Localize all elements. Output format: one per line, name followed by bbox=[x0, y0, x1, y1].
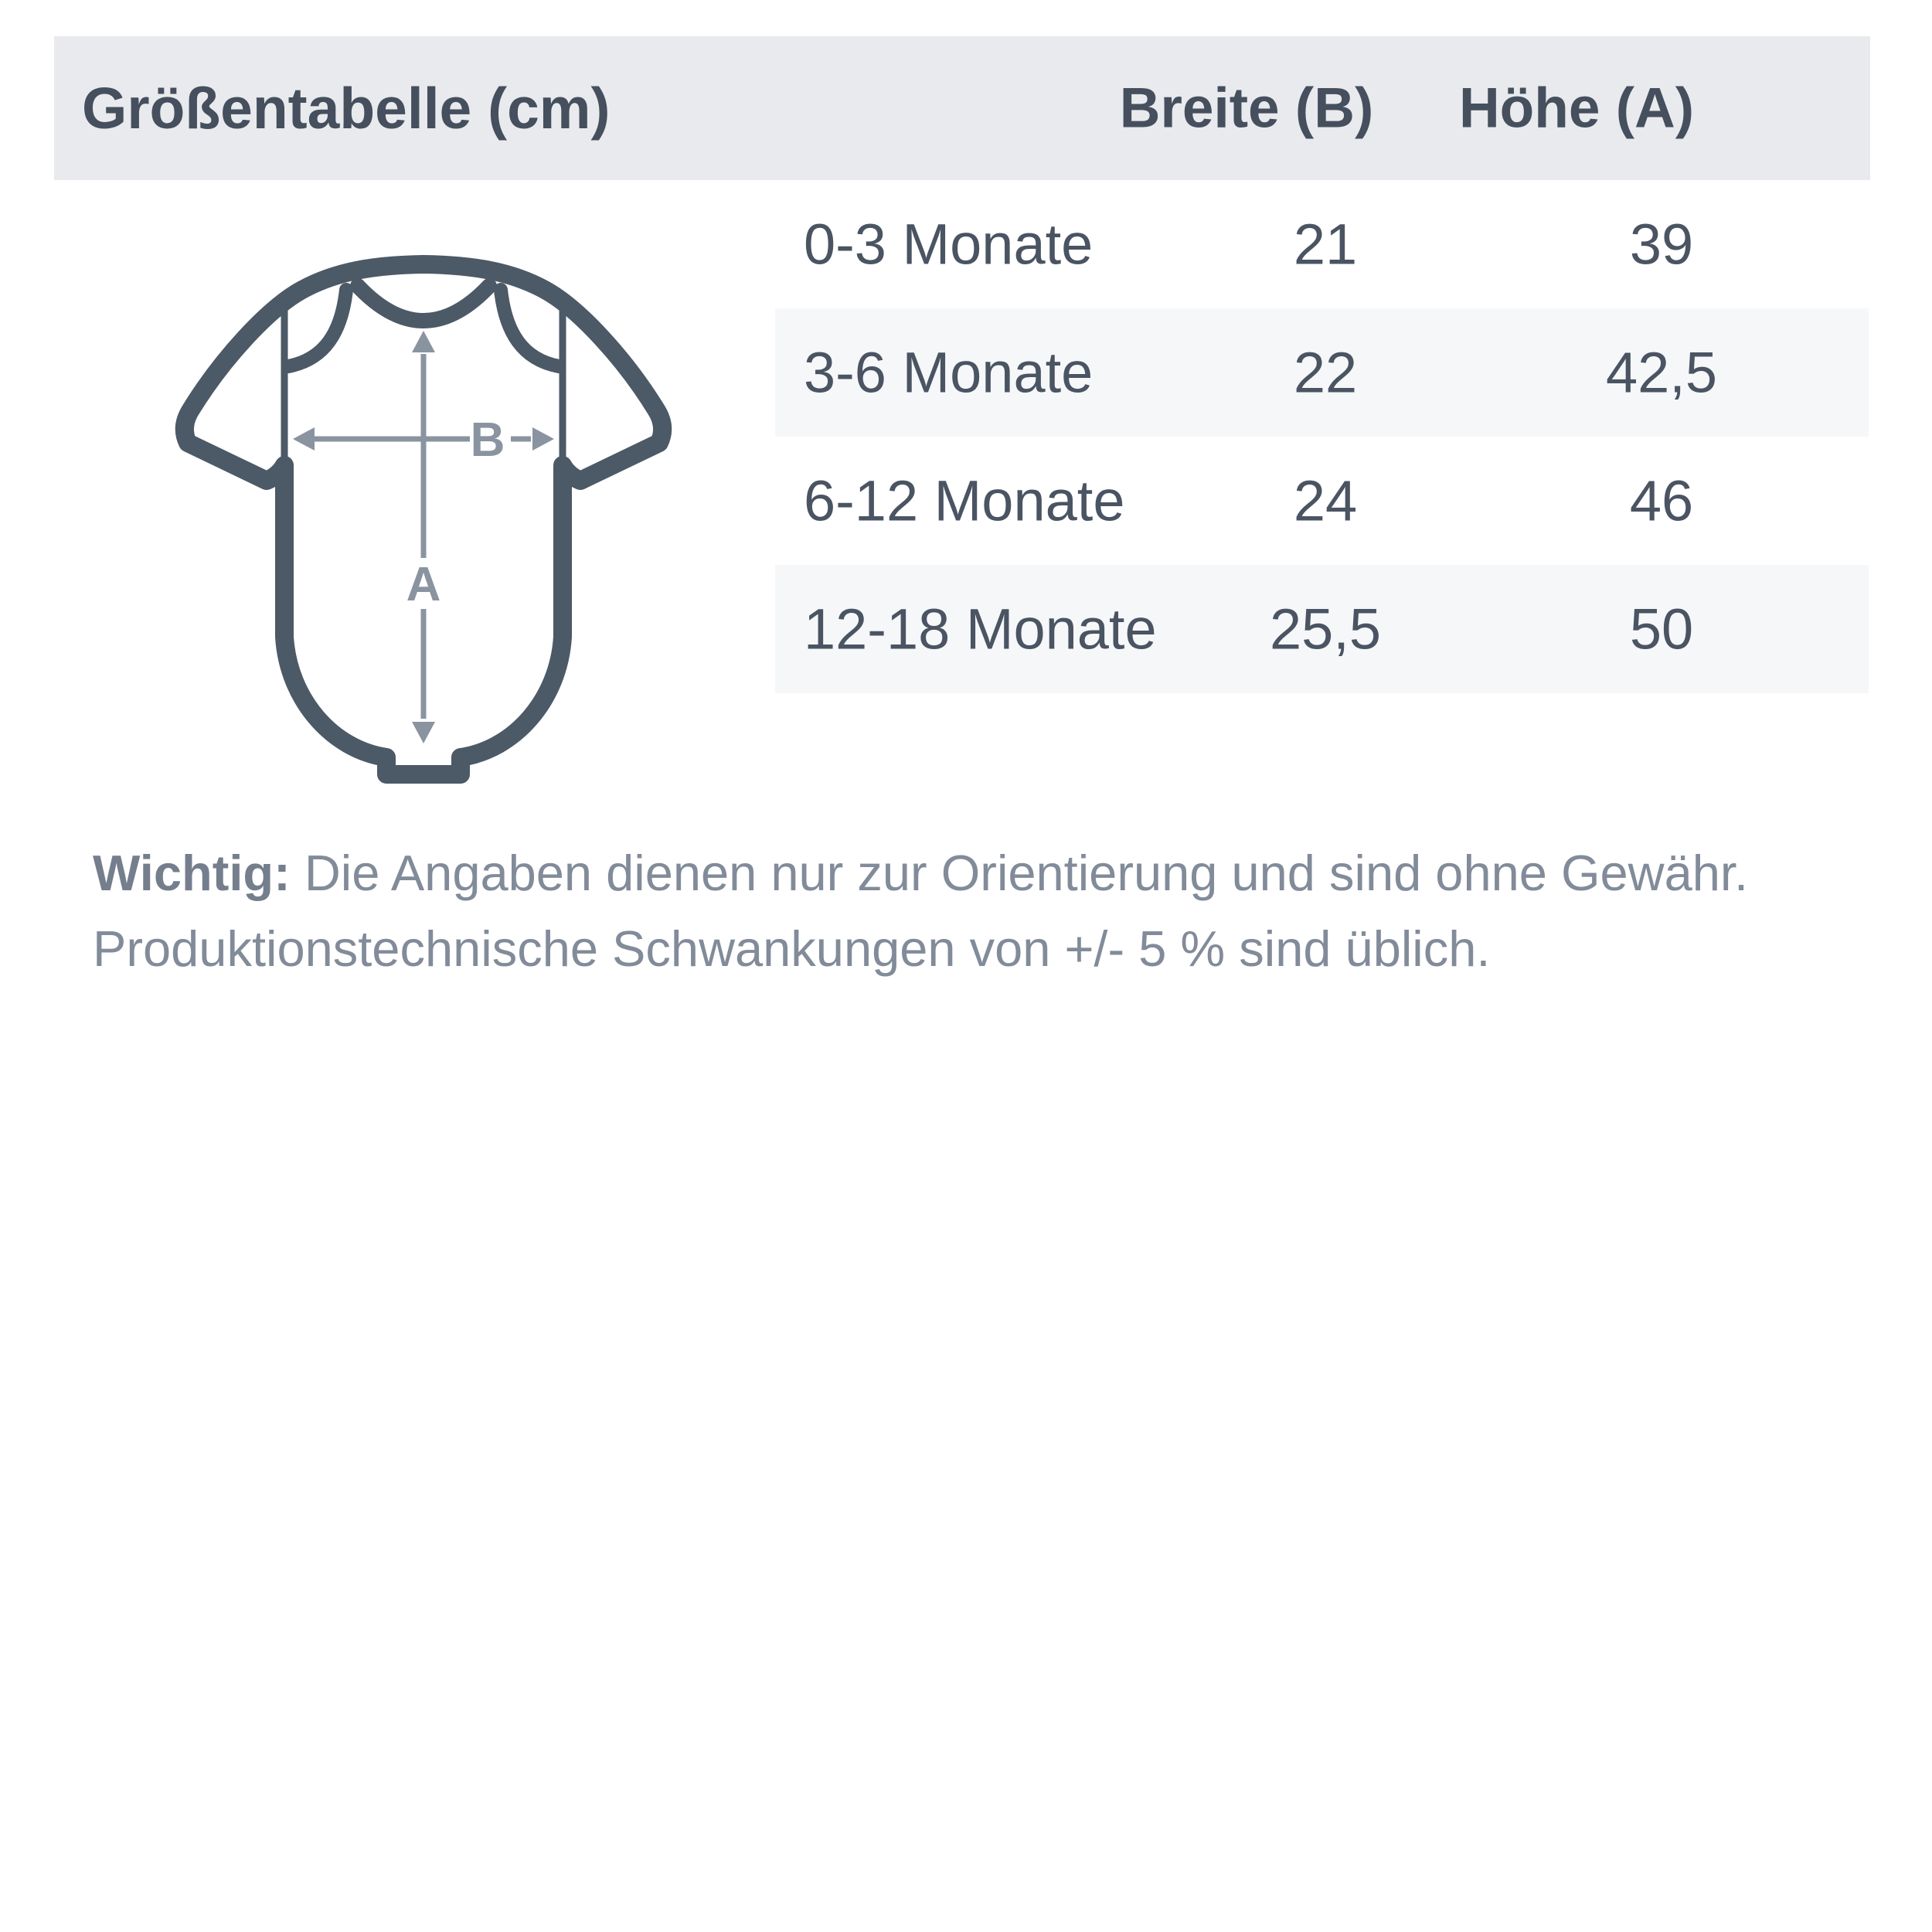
hoehe-value-cell: 50 bbox=[1629, 597, 1694, 662]
important-label: Wichtig: bbox=[93, 845, 291, 901]
column-header-breite: Breite (B) bbox=[1119, 77, 1374, 140]
footer-line-1-text: Die Angaben dienen nur zur Orientierung und sind ohne Gewähr. bbox=[304, 845, 1749, 901]
hoehe-value-cell: 42,5 bbox=[1605, 340, 1718, 405]
baby-bodysuit-diagram bbox=[151, 255, 692, 788]
column-header-hoehe: Höhe (A) bbox=[1458, 77, 1695, 140]
page-title: Größentabelle (cm) bbox=[82, 76, 611, 141]
breite-value-cell: 21 bbox=[1293, 212, 1358, 277]
hoehe-value-cell: 46 bbox=[1629, 468, 1694, 533]
footer-line-2: Produktionstechnische Schwankungen von +/- 5 % sind üblich. bbox=[93, 920, 1491, 977]
breite-value-cell: 24 bbox=[1293, 468, 1358, 533]
breite-value-cell: 25,5 bbox=[1269, 597, 1382, 662]
width-label: B bbox=[470, 413, 505, 467]
height-label: A bbox=[406, 558, 441, 611]
table-row bbox=[775, 565, 1869, 693]
size-chart-header-band bbox=[54, 36, 1870, 180]
size-label-cell: 0-3 Monate bbox=[804, 212, 1094, 277]
footer-line-1 bbox=[93, 835, 1855, 911]
table-row bbox=[775, 437, 1869, 565]
table-row bbox=[775, 308, 1869, 437]
size-label-cell: 3-6 Monate bbox=[804, 340, 1094, 405]
size-label-cell: 6-12 Monate bbox=[804, 468, 1125, 533]
size-table bbox=[775, 180, 1869, 693]
table-row bbox=[775, 180, 1869, 308]
hoehe-value-cell: 39 bbox=[1629, 212, 1694, 277]
breite-value-cell: 22 bbox=[1293, 340, 1358, 405]
footer-note bbox=[93, 835, 1855, 987]
size-label-cell: 12-18 Monate bbox=[804, 597, 1157, 662]
